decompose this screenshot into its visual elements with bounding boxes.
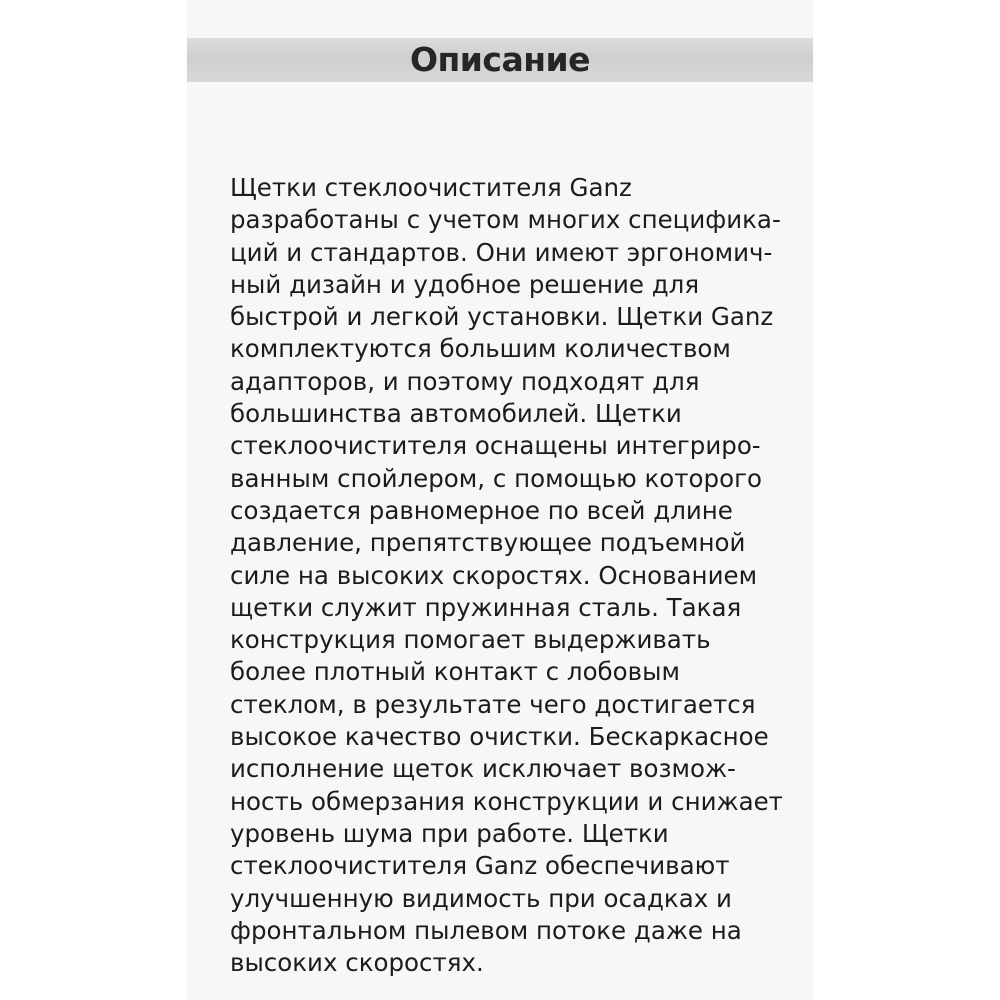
description-line: разработаны с учетом многих специфика-: [230, 205, 781, 235]
description-line: более плотный контакт с лобовым: [230, 657, 680, 687]
description-line: комплектуются большим количеством: [230, 334, 731, 364]
description-line: высоких скоростях.: [230, 948, 484, 978]
description-line: стеклоочистителя оснащены интегриро-: [230, 431, 761, 461]
description-line: улучшенную видимость при осадках и: [230, 883, 732, 913]
description-line: адаптоpов, и поэтому подходят для: [230, 366, 700, 396]
description-line: давление, препятствующее подъемной: [230, 528, 746, 558]
description-line: уровень шума при работе. Щетки: [230, 818, 669, 848]
description-line: большинства автомобилей. Щетки: [230, 399, 682, 429]
description-line: щетки служит пружинная сталь. Такая: [230, 592, 742, 622]
description-line: ность обмерзания конструкции и снижает: [230, 786, 783, 816]
description-line: создается равномерное по всей длине: [230, 495, 733, 525]
description-line: ций и стандартов. Они имеют эргономич-: [230, 237, 773, 267]
description-line: силе на высоких скоростях. Основанием: [230, 560, 758, 590]
description-line: быстрой и легкой установки. Щетки Ganz: [230, 302, 774, 332]
description-line: высокое качество очистки. Бескаркасное: [230, 722, 769, 752]
description-line: стеклом, в результате чего достигается: [230, 689, 756, 719]
section-title: Описание: [409, 40, 591, 79]
description-line: Щетки стеклоочистителя Ganz: [230, 173, 632, 202]
description-line: конструкция помогает выдерживать: [230, 625, 711, 655]
description-line: фронтальном пылевом потоке даже на: [230, 915, 742, 945]
description-line: ный дизайн и удобное решение для: [230, 269, 700, 299]
description-line: исполнение щеток исключает возмож-: [230, 754, 736, 784]
description-text: [230, 172, 790, 979]
description-line: стеклоочистителя Ganz обеспечивают: [230, 851, 730, 881]
description-line: ванным спойлером, с помощью которого: [230, 463, 762, 493]
